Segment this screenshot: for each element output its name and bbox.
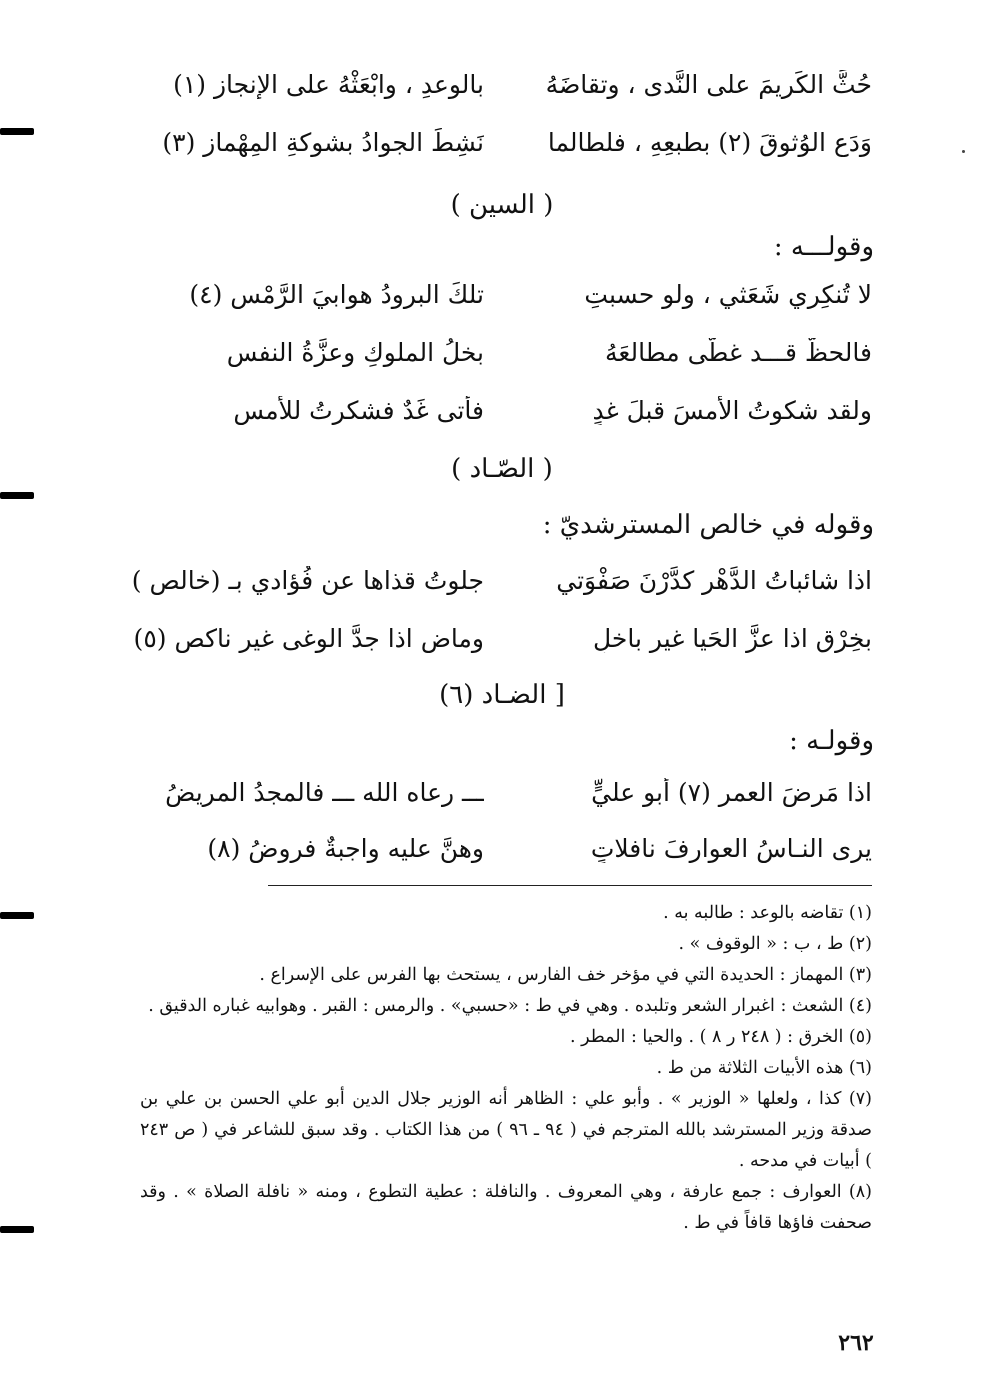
verse-first-hemistich: حُثَّ الكَريمَ على النَّدى ، وتقاضَهُ [545, 70, 872, 99]
verse-line [0, 778, 1004, 828]
verse-second-hemistich: فأتى غَدٌ فشكرتُ للأمسِ [233, 396, 484, 425]
verse-first-hemistich: فالحظُّ قـــد غطَّى مطالعَهُ [605, 338, 872, 367]
verse-line [0, 70, 1004, 120]
verse-second-hemistich: جلوتُ قذاها عن فُؤادي بـ (خالص ) [131, 566, 484, 595]
footnote-5: (٥) الخرق : ( ٢٤٨ ر ٨ ) . والحيا : المطر . [569, 1027, 872, 1047]
verse-second-hemistich: ـــ رعاه الله ـــ فالمجدُ المريضُ [165, 778, 484, 807]
verse-first-hemistich: يرى النـاسُ العوارفَ نافلاتٍ [590, 834, 872, 863]
section-intro: وقولـه : [789, 726, 874, 756]
scan-edge-mark [0, 492, 34, 499]
verse-first-hemistich: اذا مَرِضَ العمر (٧) أبو عليٍّ [591, 778, 872, 807]
footnotes [140, 898, 872, 1239]
verse-first-hemistich: بخِرْقٍ اذا عزَّ الحَيا غير باخلٍ [593, 624, 872, 653]
section-heading-dad: [ الضـاد (٦) [439, 680, 565, 710]
footnote-8: (٨) العوارف : جمع عارفة ، وهي المعروف . والنافلة : عطية التطوع ، ومنه « نافلة الصلاة » . وقد صحفت فاؤها قافاً في ط . [140, 1182, 872, 1233]
section-intro: وقوله في خالص المسترشديّ : [542, 510, 874, 540]
section-intro: وقولـــه : [773, 232, 874, 262]
verse-line [0, 834, 1004, 884]
verse-first-hemistich: لا تُنكِري شَعَثي ، ولو حسبتِ [584, 280, 872, 309]
footnote-3: (٣) المهماز : الحديدة التي في مؤخر خف الفارس ، يستحث بها الفرس على الإسراع . [259, 965, 872, 985]
footnote-7: (٧) كذا ، ولعلها « الوزير » . وأبو علي : الظاهر أنه الوزير جلال الدين أبو علي الحسن بن علي بن صدقة وزير المسترشد بالله المترجم في ( ٩٤ ـ ٩٦ ) من هذا الكتاب . وقد سبق للشاعر في ( ص ٢٤٣ ) أبيات في مدحه . [140, 1089, 872, 1171]
footnote-divider [268, 885, 872, 886]
verse-second-hemistich: بخلُ الملوكِ وعزَّةُ النفسِ [226, 338, 484, 367]
verse-second-hemistich: وماضٍ اذا جدَّ الوغى غير ناكصِ (٥) [133, 624, 484, 653]
footnote-4: (٤) الشعث : اغبرار الشعر وتلبده . وهي في ط : «حسبي» . والرمس : القبر . وهوابيه غباره الدقيق . [148, 996, 872, 1016]
verse-line [0, 280, 1004, 330]
verse-line [0, 128, 1004, 178]
footnote-2: (٢) ط ، ب : « الوقوف » . [678, 934, 872, 954]
section-heading-sad: ( الصّـاد ) [451, 454, 553, 484]
footnote-1: (١) تقاضه بالوعد : طالبه به . [663, 903, 872, 923]
verse-second-hemistich: نَشِطَ الجوادُ بشوكةِ المِهْمازِ (٣) [162, 128, 484, 157]
verse-first-hemistich: وَدَعِ الوُثوقَ (٢) بطبعِهِ ، فلطالما [547, 128, 872, 157]
scan-edge-mark [0, 912, 34, 919]
verse-line [0, 338, 1004, 388]
footnote-6: (٦) هذه الأبيات الثلاثة من ط . [656, 1058, 872, 1078]
verse-line [0, 624, 1004, 674]
page-number: ٢٦٢ [838, 1330, 874, 1356]
verse-second-hemistich: وهنَّ عليه واجبةٌ فروضُ (٨) [207, 834, 484, 863]
verse-first-hemistich: اذا شائباتُ الدَّهْرِ كدَّرْنَ صَفْوَتي [556, 566, 872, 595]
verse-second-hemistich: بالوعدِ ، وابْعَثْهُ على الإنجازِ (١) [173, 70, 484, 99]
verse-second-hemistich: تلكَ البرودُ هوابيَ الرَّمْسِ (٤) [189, 280, 484, 309]
section-heading-sin: ( السين ) [450, 190, 554, 220]
verse-line [0, 396, 1004, 446]
verse-first-hemistich: ولقد شكوتُ الأمسَ قبلَ غدٍ [592, 396, 872, 425]
scan-edge-mark [0, 1226, 34, 1233]
verse-line [0, 566, 1004, 616]
